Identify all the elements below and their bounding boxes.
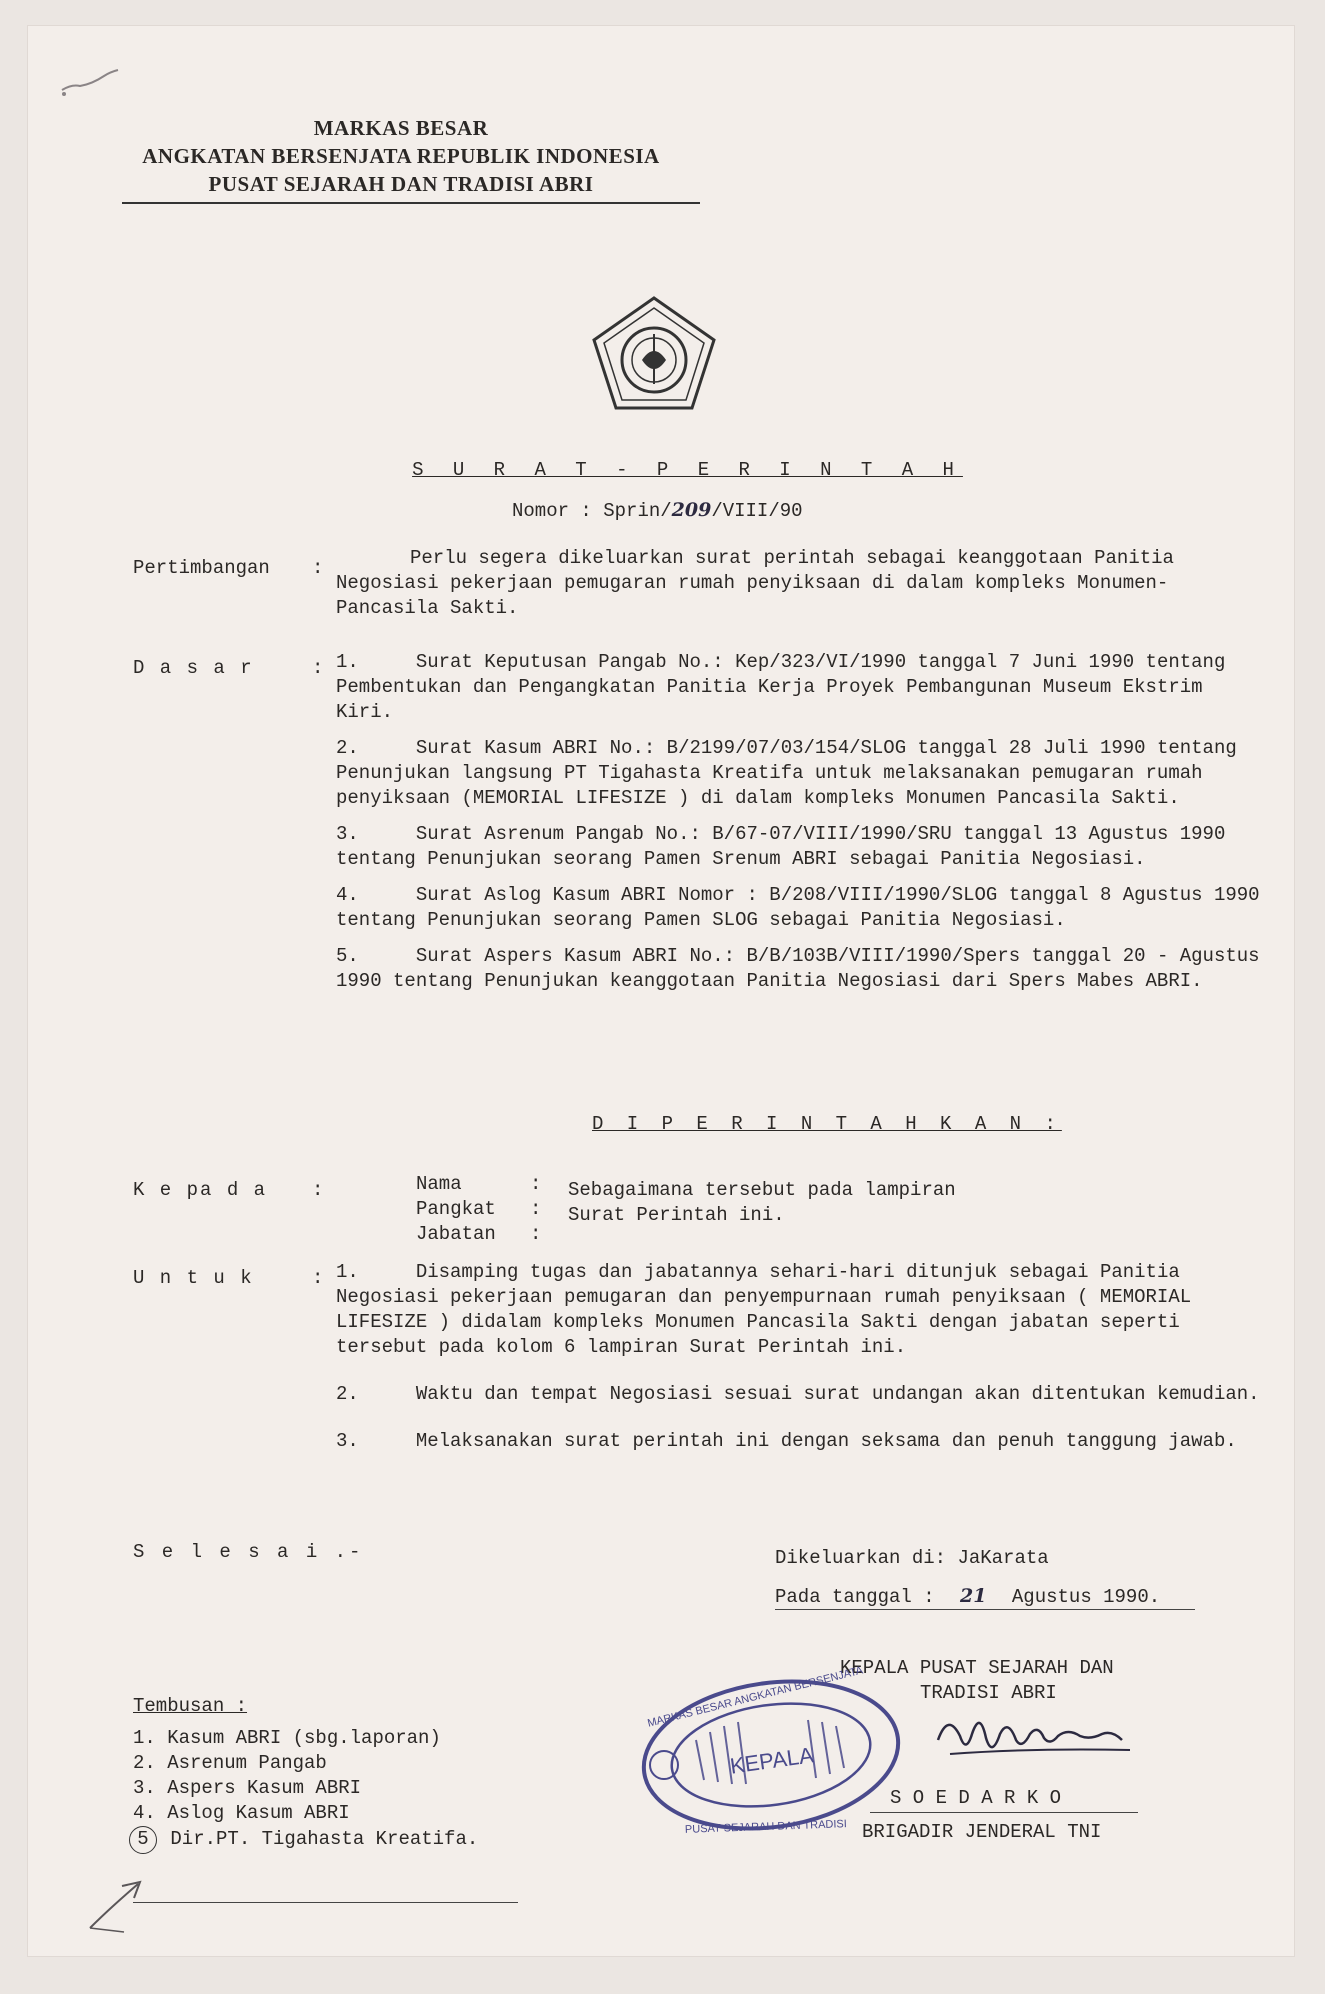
kepada-label: K e pa d a [133,1179,268,1201]
issued-place: Dikeluarkan di: JaKarata [775,1547,1049,1569]
signatory-name-underline [870,1812,1138,1813]
dasar-item: 4. Surat Aslog Kasum ABRI Nomor : B/208/VIII/1990/SLOG tanggal 8 Agustus 1990 tentang Penunjukan seorang Pamen SLOG sebagai Panitia Negosiasi. [336,884,1260,931]
pencil-mark-icon [58,66,148,106]
letterhead-line-3: PUSAT SEJARAH DAN TRADISI ABRI [208,172,594,196]
tembusan-item: 2. Asrenum Pangab [133,1752,327,1774]
tembusan-item: 3. Aspers Kasum ABRI [133,1777,362,1799]
field-jabatan: Jabatan [416,1223,496,1245]
handwritten-signature [930,1710,1150,1770]
kepada-fields [416,1172,496,1247]
selesai-text: S e l e s a i .- [133,1541,364,1563]
tembusan-divider [133,1902,518,1903]
untuk-item: 2. Waktu dan tempat Negosiasi sesuai surat undangan akan ditentukan kemudian. [336,1383,1260,1405]
number-handwritten: 209 [671,499,712,521]
untuk-list [336,1260,1261,1454]
diperintahkan-heading: D I P E R I N T A H K A N : [592,1113,1062,1135]
dasar-list [336,650,1261,1005]
number-suffix: /VIII/90 [711,500,803,522]
letterhead [96,114,706,198]
kepada-value: Sebagaimana tersebut pada lampiran Surat Perintah ini. [568,1179,956,1226]
stamp-bottom-text: PUSAT SEJARAH DAN TRADISI [684,1818,848,1836]
dasar-item: 1. Surat Keputusan Pangab No.: Kep/323/VI/1990 tanggal 7 Juni 1990 tentang Pembentukan dan Pengangkatan Panitia Kerja Proyek Pembangunan Museum Ekstrim Kiri. [336,651,1226,723]
arrow-mark-icon [80,1872,150,1936]
abri-emblem-icon [590,294,718,412]
tembusan-label: Tembusan : [133,1695,248,1717]
letterhead-line-1: MARKAS BESAR [313,116,489,140]
untuk-label: U n t u k [133,1267,254,1289]
issued-date: Pada tanggal : 21 Agustus 1990. [775,1585,1161,1608]
dasar-item: 2. Surat Kasum ABRI No.: B/2199/07/03/154/SLOG tanggal 28 Juli 1990 tentang Penunjukan langsung PT Tigahasta Kreatifa untuk melaksanakan pemugaran rumah penyiksaan (MEMORIAL LIFESIZE ) di dalam kompleks Monumen Pancasila Sakti. [336,737,1237,809]
document-number: Nomor : Sprin/209/VIII/90 [512,499,803,522]
letterhead-divider [122,202,700,204]
tembusan-item: 5 Dir.PT. Tigahasta Kreatifa. [133,1826,478,1854]
field-pangkat: Pangkat [416,1198,496,1220]
tembusan-item: 4. Aslog Kasum ABRI [133,1802,350,1824]
circled-number: 5 [129,1826,157,1854]
untuk-item: 1. Disamping tugas dan jabatannya sehari-hari ditunjuk sebagai Panitia Negosiasi pekerjaan pemugaran dan penyempurnaan rumah penyiksaan ( MEMORIAL LIFESIZE ) didalam kompleks Monumen Pancasila Sakti dengan jabatan seperti tersebut pada kolom 6 lampiran Surat Perintah ini. [336,1261,1192,1358]
tembusan-item: 1. Kasum ABRI (sbg.laporan) [133,1727,441,1749]
stamp-center-text: KEPALA [728,1742,816,1779]
document-title: S U R A T - P E R I N T A H [412,459,963,481]
signatory-title: KEPALA PUSAT SEJARAH DAN TRADISI ABRI [840,1657,1114,1704]
field-nama: Nama [416,1173,462,1195]
number-prefix: Sprin/ [603,500,672,522]
dasar-item: 3. Surat Asrenum Pangab No.: B/67-07/VIII/1990/SRU tanggal 13 Agustus 1990 tentang Penunjukan seorang Pamen Srenum ABRI sebagai Panitia Negosiasi. [336,823,1226,870]
pertimbangan-label: Pertimbangan [133,557,270,579]
untuk-item: 3. Melaksanakan surat perintah ini dengan seksama dan penuh tanggung jawab. [336,1430,1237,1452]
issued-divider [775,1609,1195,1610]
letterhead-line-2: ANGKATAN BERSENJATA REPUBLIK INDONESIA [142,144,660,168]
signatory-name: S O E D A R K O [890,1787,1062,1809]
stamp-top-text: MARKAS BESAR ANGKATAN BERSENJATA [646,1664,865,1730]
dasar-item: 5. Surat Aspers Kasum ABRI No.: B/B/103B/VIII/1990/Spers tanggal 20 - Agustus 1990 tentang Penunjukan keanggotaan Panitia Negosiasi dari Spers Mabes ABRI. [336,945,1260,992]
signatory-rank: BRIGADIR JENDERAL TNI [862,1821,1102,1843]
pertimbangan-text: Perlu segera dikeluarkan surat perintah sebagai keanggotaan Panitia Negosiasi pekerjaan pemugaran rumah penyiksaan di dalam kompleks Monumen-Pancasila Sakti. [336,547,1174,619]
number-label: Nomor [512,500,570,522]
tembusan-list [133,1726,478,1854]
dasar-label: D a s a r [133,657,254,679]
